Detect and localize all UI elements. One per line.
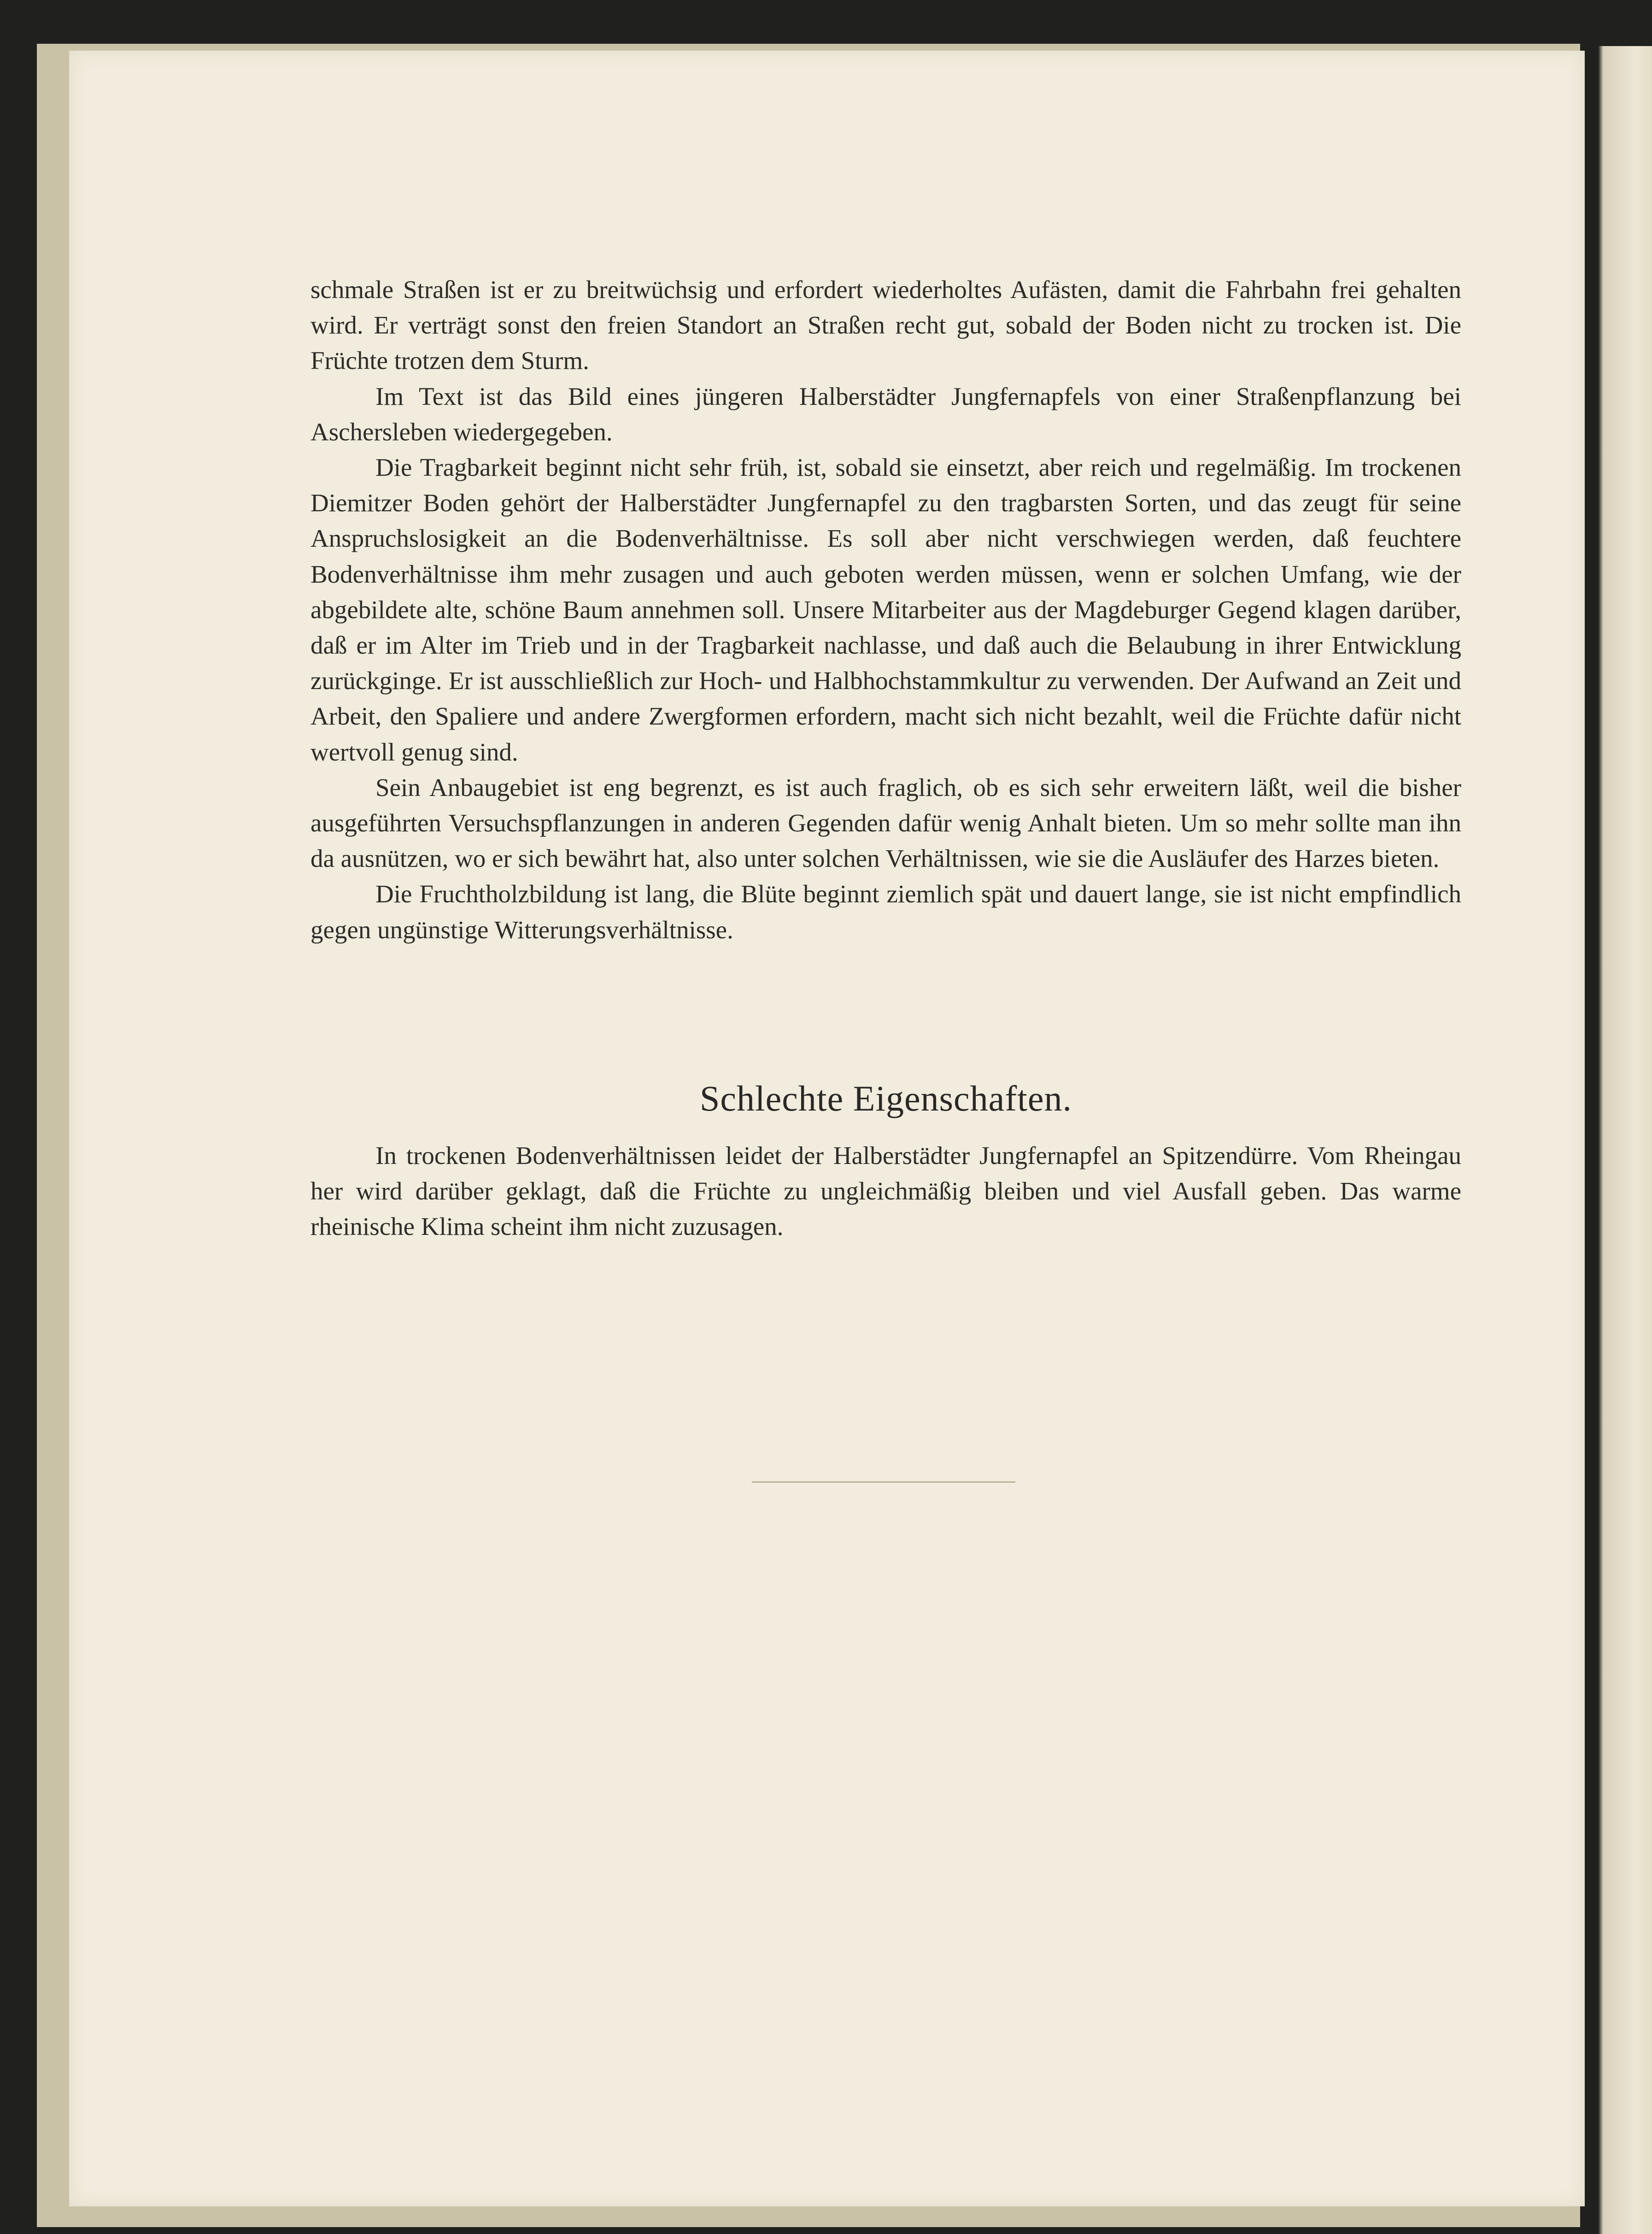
section-body-text	[310, 1138, 1461, 1245]
section-paragraph: In trockenen Bodenverhältnissen leidet der Halberstädter Jungfernapfel an Spitzendürre. Vom Rheingau her wird darüber geklagt, daß die Früchte zu ungleichmäßig bleiben und viel Ausfall geben. Das warme rheinische Klima scheint ihm nicht zuzusagen.	[310, 1141, 1461, 1241]
paragraph-4: Sein Anbaugebiet ist eng begrenzt, es ist auch fraglich, ob es sich sehr erweitern läßt, weil die bisher ausgeführten Versuchspflanzungen in anderen Gegenden dafür wenig Anhalt bieten. Um so mehr sollte man ihn da ausnützen, wo er sich bewährt hat, also unter solchen Verhältnissen, wie sie die Ausläufer des Harzes bieten.	[310, 773, 1461, 873]
section-heading: Schlechte Eigenschaften.	[700, 1078, 1072, 1118]
paragraph-2: Im Text ist das Bild eines jüngeren Halberstädter Jungfernapfels von einer Straßenpflanzung bei Aschersleben wiedergegeben.	[310, 382, 1461, 446]
paragraph-1: schmale Straßen ist er zu breitwüchsig und erfordert wiederholtes Aufästen, damit die Fahrbahn frei gehalten wird. Er verträgt sonst den freien Standort an Straßen recht gut, sobald der Boden nicht zu trocken ist. Die Früchte trotzen dem Sturm.	[310, 275, 1461, 375]
paragraph-5: Die Fruchtholzbildung ist lang, die Blüte beginnt ziemlich spät und dauert lange, sie ist nicht empfindlich gegen ungünstige Witterungsverhältnisse.	[310, 880, 1461, 944]
facing-page-edge	[1599, 46, 1652, 2234]
paragraph-3: Die Tragbarkeit beginnt nicht sehr früh, ist, sobald sie einsetzt, aber reich und regelmäßig. Im trockenen Diemitzer Boden gehört der Halberstädter Jungfernapfel zu den tragbarsten Sorten, und das zeugt für seine Anspruchslosigkeit an die Bodenverhältnisse. Es soll aber nicht verschwiegen werden, daß feuchtere Bodenverhältnisse ihm mehr zusagen und auch geboten werden müssen, wenn er solchen Umfang, wie der abgebildete alte, schöne Baum annehmen soll. Unsere Mitarbeiter aus der Magdeburger Gegend klagen darüber, daß er im Alter im Trieb und in der Tragbarkeit nachlasse, und daß auch die Belaubung in ihrer Entwicklung zurückginge. Er ist ausschließlich zur Hoch- und Halbhochstammkultur zu verwenden. Der Aufwand an Zeit und Arbeit, den Spaliere und andere Zwergformen erfordern, macht sich nicht bezahlt, weil die Früchte dafür nicht wertvoll genug sind.	[310, 453, 1461, 766]
end-rule-divider	[752, 1481, 1015, 1483]
body-text	[310, 272, 1461, 947]
